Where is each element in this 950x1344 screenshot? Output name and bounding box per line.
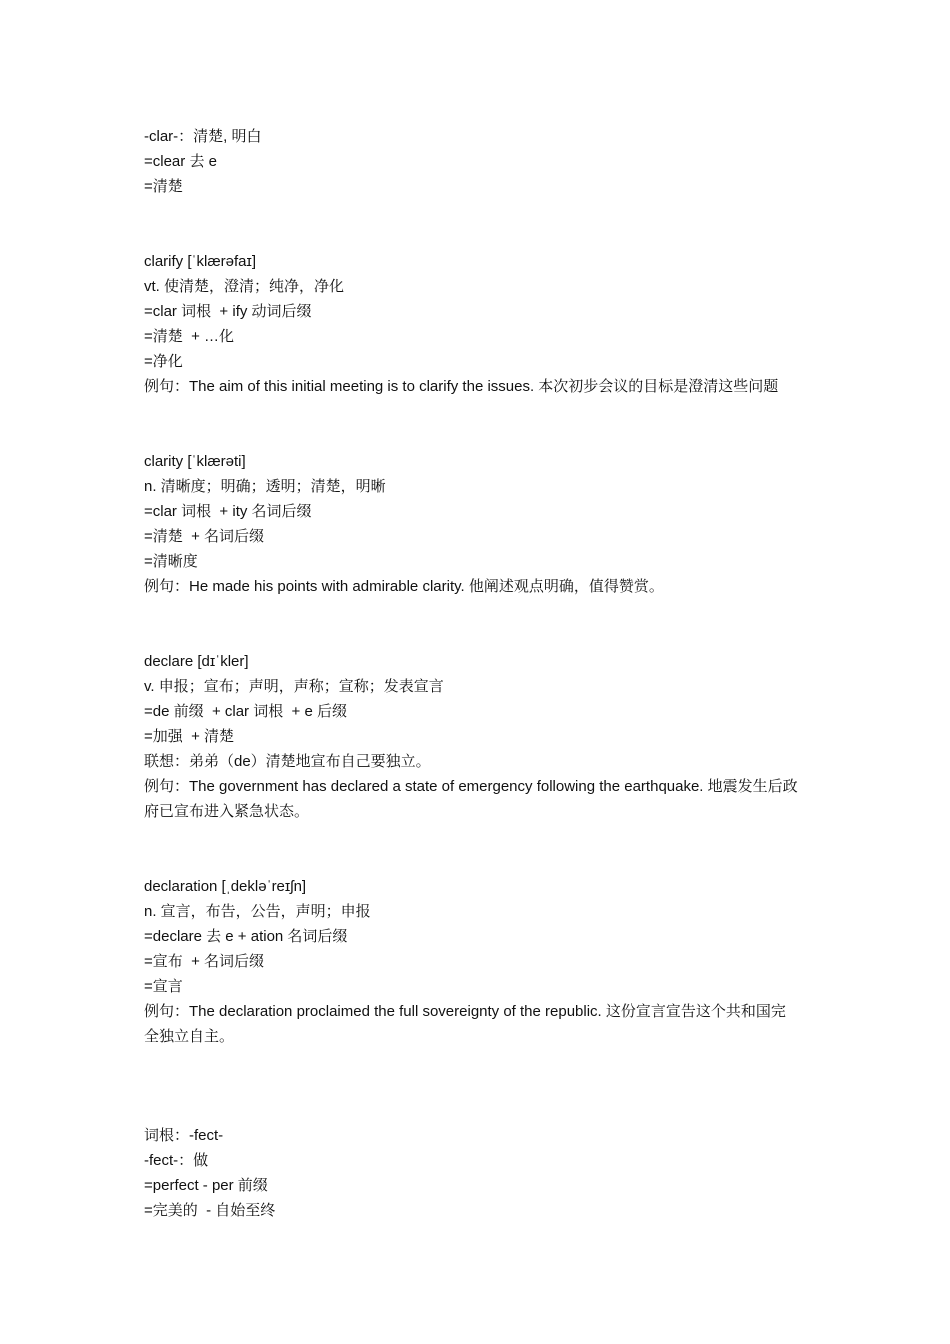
entry-breakdown: =declare 去 e + ation 名词后缀	[144, 928, 348, 945]
entry-definition: n. 宣言，布告，公告，声明；申报	[144, 903, 371, 920]
entry-breakdown: =clar 词根 + ify 动词后缀	[144, 303, 312, 320]
root-clar-block	[144, 124, 814, 199]
entry-headword: clarify [ˈklærəfaɪ]	[144, 253, 257, 270]
entry-breakdown-meaning: =清楚 + 名词后缀	[144, 528, 265, 545]
root-meaning: =清楚	[144, 178, 183, 195]
entry-breakdown-meaning: =清楚 + …化	[144, 328, 235, 345]
entry-headword: clarity [ˈklærəti]	[144, 453, 246, 470]
entry-declaration	[144, 874, 814, 1049]
entry-breakdown-meaning: =加强 + 清楚	[144, 728, 235, 745]
entry-headword: declaration [ˌdekləˈreɪʃn]	[144, 878, 307, 895]
entry-example: 例句：He made his points with admirable clarity. 他阐述观点明确，值得赞赏。	[144, 578, 664, 595]
entry-example: 例句：The government has declared a state of emergency following the earthquake. 地震发生后政	[144, 778, 798, 795]
entry-gloss: =净化	[144, 353, 183, 370]
entry-breakdown-meaning: =宣布 + 名词后缀	[144, 953, 265, 970]
root-meaning: =完美的 - 自始至终	[144, 1202, 276, 1219]
entry-definition: vt. 使清楚，澄清；纯净，净化	[144, 278, 345, 295]
entry-gloss: =清晰度	[144, 553, 198, 570]
root-title: 词根：-fect-	[144, 1127, 224, 1144]
entry-example-continued: 府已宣布进入紧急状态。	[144, 803, 310, 820]
root-heading: -fect-：做	[144, 1152, 209, 1169]
root-fect-block	[144, 1123, 814, 1223]
entry-example: 例句：The declaration proclaimed the full sovereignty of the republic. 这份宣言宣告这个共和国完	[144, 1003, 786, 1020]
root-derivation: =clear 去 e	[144, 153, 217, 170]
entry-definition: n. 清晰度；明确；透明；清楚，明晰	[144, 478, 386, 495]
entry-example: 例句：The aim of this initial meeting is to clarify the issues. 本次初步会议的目标是澄清这些问题	[144, 378, 779, 395]
entry-breakdown: =de 前缀 + clar 词根 + e 后缀	[144, 703, 347, 720]
entry-gloss: =宣言	[144, 978, 183, 995]
document-body	[144, 124, 814, 1223]
entry-clarify	[144, 249, 814, 399]
entry-mnemonic: 联想：弟弟（de）清楚地宣布自己要独立。	[144, 753, 431, 770]
root-derivation: =perfect - per 前缀	[144, 1177, 268, 1194]
root-heading: -clar-：清楚, 明白	[144, 128, 262, 145]
entry-clarity	[144, 449, 814, 599]
entry-example-continued: 全独立自主。	[144, 1028, 235, 1045]
entry-declare	[144, 649, 814, 824]
entry-headword: declare [dɪˈkler]	[144, 653, 249, 670]
entry-definition: v. 申报；宣布；声明，声称；宣称；发表宣言	[144, 678, 444, 695]
entry-breakdown: =clar 词根 + ity 名词后缀	[144, 503, 312, 520]
